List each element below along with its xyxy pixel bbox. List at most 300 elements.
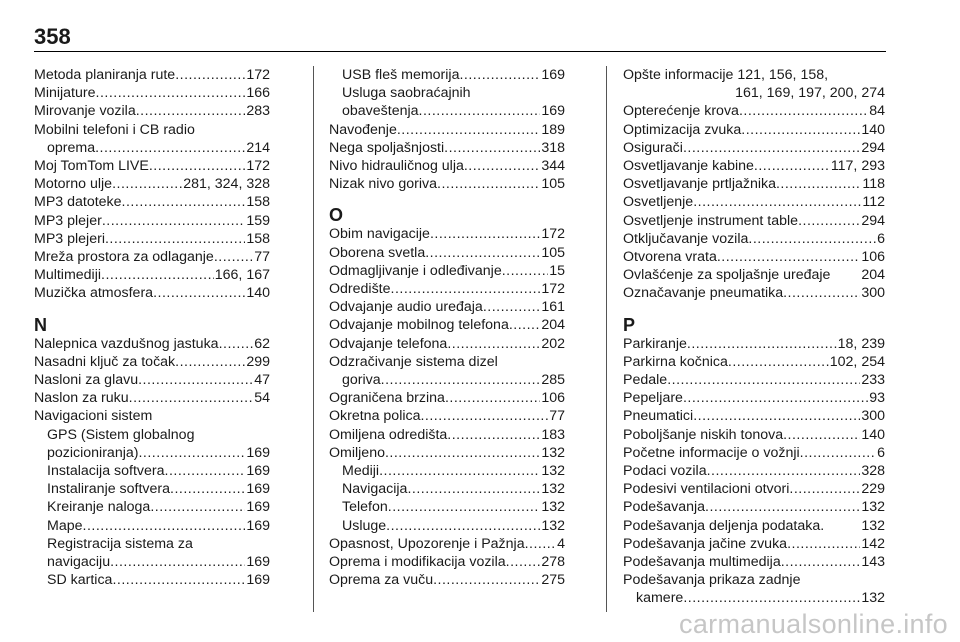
index-entry-term: Otključavanje vozila bbox=[623, 230, 749, 247]
index-entry-page[interactable]: 117, 293 bbox=[830, 158, 885, 175]
column-divider bbox=[606, 66, 607, 612]
index-entry-heading: Podešavanja prikaza zadnje bbox=[623, 572, 801, 589]
index-entry bbox=[329, 280, 565, 298]
index-entry bbox=[34, 462, 270, 480]
index-entry bbox=[623, 353, 885, 371]
index-column-3 bbox=[623, 66, 885, 608]
index-entry bbox=[34, 353, 270, 371]
index-entry-page[interactable]: 140 bbox=[861, 121, 885, 138]
index-entry-term: Motorno ulje bbox=[34, 176, 113, 193]
index-entry bbox=[623, 102, 885, 120]
dot-leader bbox=[705, 498, 860, 516]
index-entry-page[interactable]: 105 bbox=[541, 244, 565, 261]
index-entry-term: Odmagljivanje i odleđivanje bbox=[329, 262, 502, 279]
index-entry-page[interactable]: 300 bbox=[861, 285, 885, 302]
dot-leader bbox=[386, 517, 540, 535]
index-entry-page[interactable]: 169 bbox=[246, 463, 270, 480]
index-entry-term: Nasadni ključ za točak bbox=[34, 353, 176, 370]
index-entry-term: Početne informacije o vožnji bbox=[623, 444, 800, 461]
index-entry-term: navigaciju bbox=[47, 554, 111, 571]
index-entry-page[interactable]: 106 bbox=[541, 390, 565, 407]
dot-leader bbox=[419, 102, 541, 120]
dot-leader bbox=[502, 262, 549, 280]
dot-leader bbox=[783, 426, 860, 444]
index-entry-term: Osigurači bbox=[623, 139, 683, 156]
index-entry-term: Obim navigacije bbox=[329, 226, 430, 243]
index-entry-page[interactable]: 169 bbox=[541, 67, 565, 83]
index-entry-term: Odvajanje telefona bbox=[329, 335, 448, 352]
index-entry bbox=[623, 139, 885, 157]
dot-leader bbox=[798, 212, 860, 230]
index-entry bbox=[329, 244, 565, 262]
index-entry bbox=[623, 157, 885, 175]
index-entry-term: Pneumatici bbox=[623, 408, 694, 425]
index-entry bbox=[623, 389, 885, 407]
index-entry-term: Mediji bbox=[342, 463, 380, 480]
index-entry bbox=[329, 157, 565, 175]
index-entry-term: Osvetljavanje prtljažnika bbox=[623, 176, 776, 193]
dot-leader bbox=[683, 139, 860, 157]
index-entry-page[interactable]: 166 bbox=[246, 85, 270, 102]
index-entry-page[interactable]: 106 bbox=[861, 249, 885, 266]
dot-leader bbox=[96, 84, 246, 102]
index-entry-term: pozicioniranja) bbox=[47, 444, 139, 461]
header-rule bbox=[34, 51, 886, 52]
column-divider bbox=[313, 66, 314, 612]
index-column-1 bbox=[34, 66, 270, 589]
index-entry-page[interactable]: 169 bbox=[246, 481, 270, 498]
index-entry-page[interactable]: 140 bbox=[861, 426, 885, 443]
dot-leader bbox=[138, 371, 253, 389]
index-entry-page[interactable]: 189 bbox=[541, 121, 565, 138]
index-entry bbox=[34, 66, 270, 84]
index-entry-term: obaveštenja bbox=[342, 103, 419, 120]
index-entry-page[interactable]: 318 bbox=[541, 139, 565, 156]
index-entry bbox=[329, 139, 565, 157]
index-entry bbox=[329, 102, 565, 120]
index-entry-term: Muzička atmosfera bbox=[34, 285, 154, 302]
dot-leader bbox=[437, 175, 540, 193]
index-entry-term: Navigacija bbox=[342, 481, 408, 498]
index-entry-page[interactable]: 169 bbox=[246, 499, 270, 516]
index-entry-term: kamere bbox=[636, 590, 684, 607]
index-entry bbox=[329, 316, 565, 334]
index-entry-term: Osvetljenje instrument table bbox=[623, 212, 799, 229]
index-entry-page[interactable]: 15 bbox=[549, 262, 565, 279]
dot-leader bbox=[136, 102, 246, 120]
index-entry-term: Otvorena vrata bbox=[623, 249, 717, 266]
index-entry bbox=[34, 212, 270, 230]
index-entry bbox=[329, 371, 565, 389]
index-entry-page[interactable]: 142 bbox=[861, 535, 885, 552]
index-entry-page[interactable]: 118 bbox=[862, 176, 885, 193]
dot-leader bbox=[464, 157, 540, 175]
index-entry bbox=[329, 444, 565, 462]
index-entry-term: Omiljena odredišta bbox=[329, 426, 448, 443]
index-entry bbox=[329, 426, 565, 444]
index-entry-page[interactable]: 281, 324, 328 bbox=[183, 176, 270, 193]
index-entry-term: Mirovanje vozila bbox=[34, 103, 136, 120]
index-entry bbox=[329, 121, 565, 139]
index-letter-heading: O bbox=[329, 205, 344, 226]
index-entry-term: Instaliranje softvera bbox=[47, 481, 171, 498]
dot-leader bbox=[105, 230, 245, 248]
dot-leader bbox=[170, 480, 245, 498]
dot-leader bbox=[175, 353, 245, 371]
index-entry-page[interactable]: 62 bbox=[254, 335, 270, 352]
index-entry-term: Odvajanje mobilnog telefona bbox=[329, 317, 509, 334]
index-entry-term: Minijature bbox=[34, 85, 96, 102]
index-entry-term: Moj TomTom LIVE bbox=[34, 158, 149, 175]
index-entry bbox=[623, 371, 885, 389]
index-entry bbox=[623, 212, 885, 230]
index-entry bbox=[329, 66, 565, 84]
index-entry-page[interactable]: 158 bbox=[246, 194, 270, 211]
index-entry-term: Ograničena brzina bbox=[329, 390, 445, 407]
index-entry-page[interactable]: 300 bbox=[861, 408, 885, 425]
dot-leader bbox=[445, 389, 540, 407]
dot-leader bbox=[739, 102, 868, 120]
index-entry-term: Oprema za vuču bbox=[329, 572, 434, 589]
index-entry-page[interactable]: 169 bbox=[246, 517, 270, 534]
index-letter-heading: P bbox=[623, 314, 636, 335]
index-column-2 bbox=[329, 66, 565, 589]
index-entry bbox=[623, 498, 885, 516]
index-entry-term: Nasloni za glavu bbox=[34, 372, 139, 389]
index-entry-page[interactable]: 132 bbox=[541, 481, 565, 498]
index-entry-page[interactable]: 132 bbox=[541, 444, 565, 461]
index-entry bbox=[623, 193, 885, 211]
dot-leader bbox=[175, 66, 245, 84]
index-entry-term: Instalacija softvera bbox=[47, 463, 165, 480]
dot-leader bbox=[407, 480, 540, 498]
index-entry-page[interactable]: 132 bbox=[541, 463, 565, 480]
dot-leader bbox=[447, 426, 540, 444]
index-entry-page[interactable]: 172 bbox=[246, 67, 270, 83]
index-entry-term: Optimizacija zvuka bbox=[623, 121, 742, 138]
watermark: carmanualsonline.info bbox=[679, 609, 948, 639]
index-entry-page[interactable]: 132 bbox=[861, 499, 885, 516]
index-entry-page[interactable]: 132 bbox=[861, 517, 885, 534]
dot-leader bbox=[430, 225, 540, 243]
dot-leader bbox=[789, 480, 860, 498]
dot-leader bbox=[748, 230, 876, 248]
index-entry-term: Naslon za ruku bbox=[34, 390, 129, 407]
dot-leader bbox=[483, 298, 541, 316]
index-entry-term: Opterećenje krova bbox=[623, 103, 739, 120]
index-entry-term: Podešavanja multimedija bbox=[623, 554, 781, 571]
index-entry-page[interactable]: 172 bbox=[541, 281, 565, 298]
dot-leader bbox=[153, 284, 245, 302]
index-letter-heading: N bbox=[34, 314, 47, 335]
index-entry-page[interactable]: 143 bbox=[861, 554, 885, 571]
index-entry-page[interactable]: 54 bbox=[254, 390, 270, 407]
dot-leader bbox=[776, 175, 861, 193]
index-entry-page[interactable]: 140 bbox=[246, 285, 270, 302]
dot-leader bbox=[509, 316, 540, 334]
index-entry-term: Usluge bbox=[342, 517, 387, 534]
dot-leader bbox=[525, 535, 557, 553]
dot-leader bbox=[447, 335, 540, 353]
index-entry bbox=[623, 517, 885, 535]
index-entry-page[interactable]: 169 bbox=[246, 572, 270, 589]
index-entry-page[interactable]: 159 bbox=[246, 212, 270, 229]
index-entry-page[interactable]: 229 bbox=[861, 481, 885, 498]
index-entry bbox=[34, 248, 270, 266]
index-entry-term: Podešavanja bbox=[623, 499, 706, 516]
index-entry-page[interactable]: 169 bbox=[246, 444, 270, 461]
index-entry-term: Kreiranje naloga bbox=[47, 499, 151, 516]
dot-leader bbox=[687, 335, 837, 353]
dot-leader bbox=[717, 248, 860, 266]
index-entry-term: Telefon bbox=[342, 499, 388, 516]
dot-leader bbox=[783, 284, 860, 302]
index-entry-page[interactable]: 204 bbox=[541, 317, 565, 334]
index-entry-page[interactable]: 278 bbox=[541, 554, 565, 571]
index-entry bbox=[34, 571, 270, 589]
dot-leader bbox=[129, 389, 254, 407]
dot-leader bbox=[397, 121, 540, 139]
index-entry-page[interactable]: 158 bbox=[246, 230, 270, 247]
index-entry-page[interactable]: 283 bbox=[246, 103, 270, 120]
index-entry-term: SD kartica bbox=[47, 572, 113, 589]
index-entry-page[interactable]: 299 bbox=[246, 353, 270, 370]
dot-leader bbox=[667, 371, 860, 389]
index-entry-term: Podešavanja jačine zvuka bbox=[623, 535, 788, 552]
index-entry-page[interactable]: 328 bbox=[861, 463, 885, 480]
index-entry-page[interactable]: 132 bbox=[861, 590, 885, 607]
index-entry bbox=[34, 498, 270, 516]
index-entry-term: Omiljeno bbox=[329, 444, 385, 461]
index-entry-term: Podaci vozila bbox=[623, 463, 707, 480]
index-entry-term: Multimediji bbox=[34, 267, 102, 284]
index-entry-page[interactable]: 202 bbox=[541, 335, 565, 352]
dot-leader bbox=[391, 280, 541, 298]
index-entry-term: Poboljšanje niskih tonova bbox=[623, 426, 784, 443]
index-entry-term: Okretna polica bbox=[329, 408, 421, 425]
index-entry bbox=[623, 407, 885, 425]
index-entry-heading: Registracija sistema za bbox=[47, 535, 193, 552]
index-entry bbox=[329, 262, 565, 280]
index-entry-term: MP3 plejer bbox=[34, 212, 102, 229]
index-entry-page[interactable]: 214 bbox=[246, 139, 270, 156]
dot-leader bbox=[150, 498, 245, 516]
index-entry bbox=[623, 553, 885, 571]
index-entry-page[interactable]: 112 bbox=[862, 194, 885, 211]
index-entry-term: Podešavanja deljenja podataka. bbox=[623, 517, 825, 534]
index-entry-term: Parkiranje bbox=[623, 335, 687, 352]
index-entry-term: Odredište bbox=[329, 281, 391, 298]
index-entry-page[interactable]: 294 bbox=[861, 139, 885, 156]
index-entry-page[interactable]: 285 bbox=[541, 372, 565, 389]
index-entry bbox=[34, 480, 270, 498]
index-entry-page[interactable]: 161 bbox=[541, 299, 565, 316]
index-entry-term: Pedale bbox=[623, 372, 668, 389]
index-entry-term: Oprema i modifikacija vozila bbox=[329, 554, 506, 571]
dot-leader bbox=[95, 139, 245, 157]
index-entry-heading: Opšte informacije 121, 156, 158, bbox=[623, 67, 829, 83]
index-entry-page[interactable]: 275 bbox=[541, 572, 565, 589]
index-entry bbox=[34, 175, 270, 193]
index-entry-page[interactable]: 84 bbox=[869, 103, 885, 120]
dot-leader bbox=[385, 444, 540, 462]
dot-leader bbox=[787, 535, 860, 553]
index-entry-term: Pepeljare bbox=[623, 390, 683, 407]
index-entry-term: Ovlašćenje za spoljašnje uređaje bbox=[623, 267, 831, 284]
dot-leader bbox=[214, 248, 253, 266]
index-entry-page[interactable]: 166, 167 bbox=[214, 267, 270, 284]
index-entry bbox=[34, 517, 270, 535]
index-entry bbox=[623, 426, 885, 444]
dot-leader bbox=[101, 266, 214, 284]
dot-leader bbox=[110, 553, 245, 571]
index-entry bbox=[34, 139, 270, 157]
index-entry-term: Označavanje pneumatika bbox=[623, 285, 784, 302]
dot-leader bbox=[425, 244, 540, 262]
index-entry-page[interactable]: 6 bbox=[877, 444, 885, 461]
index-entry bbox=[329, 175, 565, 193]
index-entry bbox=[329, 571, 565, 589]
dot-leader bbox=[707, 462, 861, 480]
dot-leader bbox=[138, 444, 245, 462]
index-entry bbox=[329, 298, 565, 316]
index-entry-page[interactable]: 132 bbox=[541, 499, 565, 516]
dot-leader bbox=[420, 407, 548, 425]
index-entry bbox=[623, 230, 885, 248]
dot-leader bbox=[693, 193, 861, 211]
index-entry bbox=[34, 371, 270, 389]
index-entry-page[interactable]: 172 bbox=[246, 158, 270, 175]
index-entry-page[interactable]: 18, 239 bbox=[837, 335, 885, 352]
index-entry bbox=[34, 389, 270, 407]
index-entry-page[interactable]: 233 bbox=[861, 372, 885, 389]
index-entry bbox=[329, 517, 565, 535]
index-entry bbox=[329, 553, 565, 571]
dot-leader bbox=[102, 212, 246, 230]
index-entry bbox=[34, 193, 270, 211]
index-entry-term: Mreža prostora za odlaganje bbox=[34, 249, 214, 266]
dot-leader bbox=[728, 353, 829, 371]
index-entry bbox=[34, 335, 270, 353]
index-entry-page[interactable]: 105 bbox=[541, 176, 565, 193]
index-entry bbox=[623, 444, 885, 462]
index-entry bbox=[329, 498, 565, 516]
dot-leader bbox=[219, 335, 254, 353]
index-entry-term: Odvajanje audio uređaja bbox=[329, 299, 483, 316]
index-entry bbox=[623, 535, 885, 553]
index-entry-page[interactable]: 294 bbox=[861, 212, 885, 229]
index-entry-term: Nizak nivo goriva bbox=[329, 176, 438, 193]
dot-leader bbox=[388, 498, 541, 516]
page-number: 358 bbox=[34, 24, 71, 49]
index-entry bbox=[623, 248, 885, 266]
dot-leader bbox=[381, 371, 541, 389]
index-entry-page[interactable]: 132 bbox=[541, 517, 565, 534]
index-entry-term: Opasnost, Upozorenje i Pažnja bbox=[329, 535, 525, 552]
index-entry-heading: Mobilni telefoni i CB radio bbox=[34, 121, 195, 138]
index-entry-term: Oborena svetla bbox=[329, 244, 426, 261]
index-entry-term: Mape bbox=[47, 517, 83, 534]
index-entry-term: Osvetljenje bbox=[623, 194, 694, 211]
dot-leader bbox=[433, 571, 540, 589]
index-entry-page[interactable]: 169 bbox=[246, 554, 270, 571]
index-entry-page[interactable]: 183 bbox=[541, 426, 565, 443]
index-entry-heading: Usluga saobraćajnih bbox=[342, 85, 471, 102]
index-entry-term: goriva bbox=[342, 372, 381, 389]
dot-leader bbox=[754, 157, 830, 175]
index-entry-term: USB fleš memorija bbox=[342, 67, 460, 83]
dot-leader bbox=[83, 517, 246, 535]
index-entry-term: oprema bbox=[47, 139, 96, 156]
index-entry bbox=[329, 407, 565, 425]
index-entry-page[interactable]: 77 bbox=[549, 408, 565, 425]
index-entry bbox=[329, 480, 565, 498]
index-entry bbox=[34, 266, 270, 284]
index-entry bbox=[329, 389, 565, 407]
index-entry bbox=[34, 553, 270, 571]
dot-leader bbox=[683, 589, 860, 607]
dot-leader bbox=[781, 553, 861, 571]
dot-leader bbox=[741, 121, 860, 139]
index-entry bbox=[34, 157, 270, 175]
dot-leader bbox=[459, 66, 540, 84]
index-entry-page[interactable]: 102, 254 bbox=[829, 353, 885, 370]
index-entry-term: Navođenje bbox=[329, 121, 397, 138]
index-entry-term: MP3 plejeri bbox=[34, 230, 105, 247]
dot-leader bbox=[379, 462, 540, 480]
index-entry-heading: Odzračivanje sistema dizel bbox=[329, 353, 498, 370]
index-entry-term: Nega spoljašnjosti bbox=[329, 139, 445, 156]
index-entry-term: Osvetljavanje kabine bbox=[623, 158, 754, 175]
index-entry-page[interactable]: 169 bbox=[541, 103, 565, 120]
index-entry bbox=[623, 121, 885, 139]
index-entry-heading: GPS (Sistem globalnog bbox=[47, 426, 195, 443]
index-entry-page[interactable]: 4 bbox=[557, 535, 565, 552]
index-entry bbox=[623, 335, 885, 353]
dot-leader bbox=[112, 175, 182, 193]
dot-leader bbox=[122, 193, 246, 211]
index-entry-term: Podesivi ventilacioni otvori bbox=[623, 481, 790, 498]
index-entry bbox=[329, 462, 565, 480]
index-entry-term: Metoda planiranja rute bbox=[34, 67, 176, 83]
index-entry-page[interactable]: 77 bbox=[254, 249, 270, 266]
index-entry-term: MP3 datoteke bbox=[34, 194, 122, 211]
index-entry-page[interactable]: 93 bbox=[869, 390, 885, 407]
index-entry bbox=[623, 589, 885, 607]
index-entry bbox=[34, 284, 270, 302]
dot-leader bbox=[683, 389, 868, 407]
index-entry bbox=[623, 284, 885, 302]
dot-leader bbox=[800, 444, 876, 462]
index-entry-page[interactable]: 6 bbox=[877, 230, 885, 247]
index-entry-page[interactable]: 172 bbox=[541, 226, 565, 243]
index-entry bbox=[329, 225, 565, 243]
index-entry-heading: Navigacioni sistem bbox=[34, 408, 153, 425]
index-entry-term: Parkirna kočnica bbox=[623, 353, 728, 370]
dot-leader bbox=[112, 571, 245, 589]
index-entry-page[interactable]: 47 bbox=[254, 372, 270, 389]
index-entry-page[interactable]: 204 bbox=[861, 267, 885, 284]
index-entry bbox=[34, 444, 270, 462]
dot-leader bbox=[506, 553, 541, 571]
index-entry-term: Nivo hidrauličnog ulja bbox=[329, 158, 464, 175]
index-entry bbox=[623, 266, 885, 284]
index-entry bbox=[623, 175, 885, 193]
index-entry-page[interactable]: 344 bbox=[541, 158, 565, 175]
index-entry bbox=[623, 480, 885, 498]
index-entry bbox=[34, 84, 270, 102]
index-entry-term: Nalepnica vazdušnog jastuka bbox=[34, 335, 219, 352]
